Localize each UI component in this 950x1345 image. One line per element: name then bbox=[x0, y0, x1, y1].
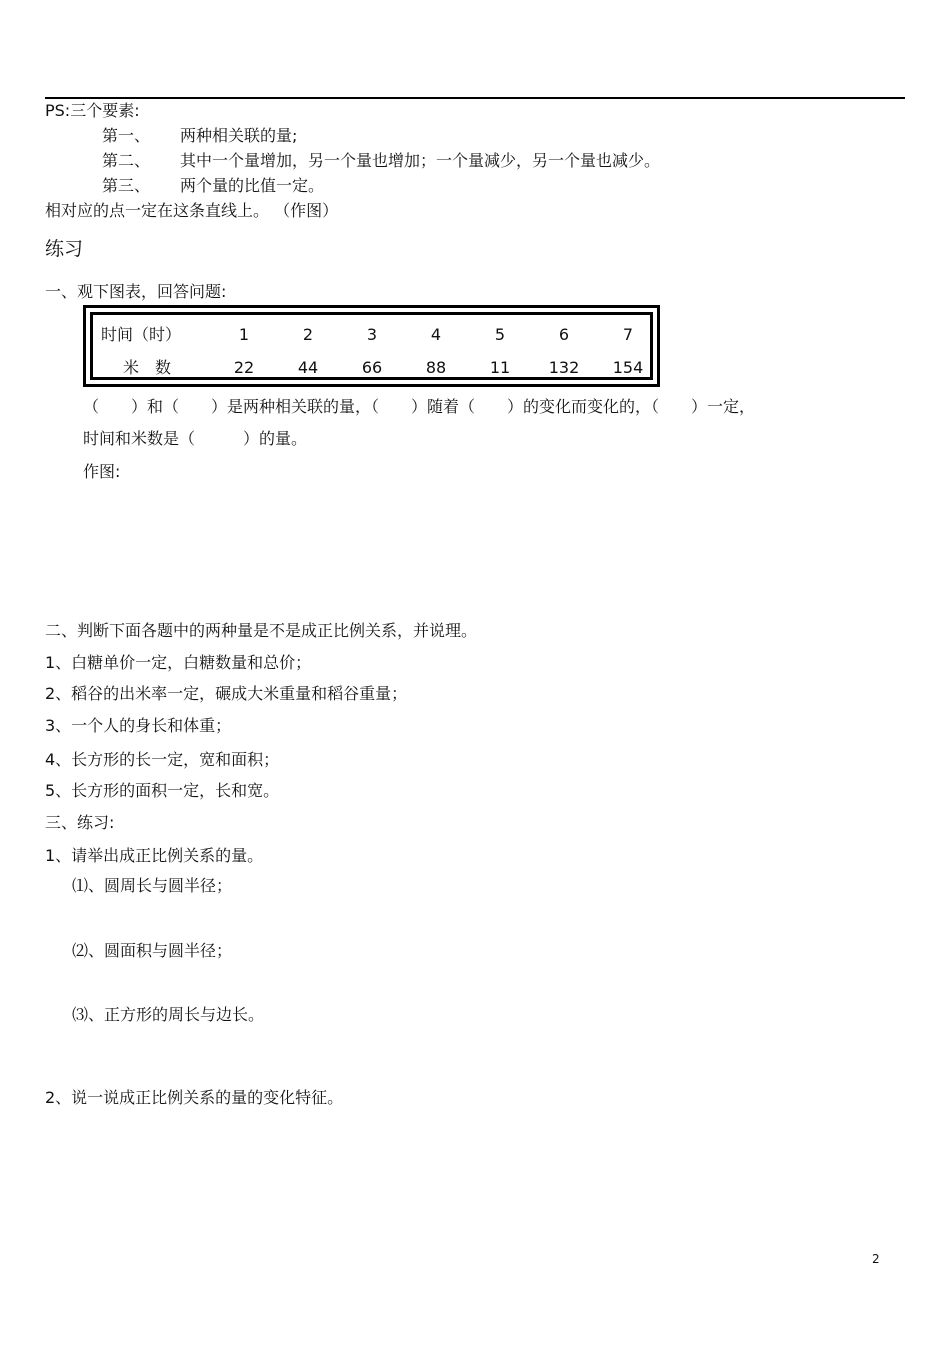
table-hour-cell: 6 bbox=[558, 325, 570, 344]
ps-item-1-num: 第一、 bbox=[102, 126, 151, 145]
q1-draw-label: 作图: bbox=[83, 462, 121, 481]
q2-title: 二、判断下面各题中的两种量是不是成正比例关系，并说理。 bbox=[45, 621, 478, 640]
q2-item: 4、长方形的长一定，宽和面积； bbox=[45, 750, 280, 769]
q2-item: 3、一个人的身长和体重； bbox=[45, 716, 232, 735]
table-meter-cell: 154 bbox=[612, 358, 644, 377]
table-meter-cell: 132 bbox=[548, 358, 580, 377]
q3-item-1: 1、请举出成正比例关系的量。 bbox=[45, 846, 264, 865]
q1-fill-line-1: （ ）和（ ）是两种相关联的量，（ ）随着（ ）的变化而变化的，（ ）一定， bbox=[83, 397, 756, 416]
table-hour-cell: 4 bbox=[430, 325, 442, 344]
table-meter-cell: 11 bbox=[489, 358, 511, 377]
table-meter-cell: 44 bbox=[297, 358, 319, 377]
ps-item-3-num: 第三、 bbox=[102, 176, 151, 195]
q1-title: 一、观下图表，回答问题: bbox=[45, 282, 227, 301]
ps-item-1-text: 两种相关联的量; bbox=[180, 126, 298, 145]
table-meter-cell: 66 bbox=[361, 358, 383, 377]
page-number: 2 bbox=[872, 1252, 880, 1266]
q3-sub-item: ⑵、圆面积与圆半径； bbox=[72, 941, 233, 960]
data-table bbox=[83, 305, 660, 387]
table-meter-cell: 88 bbox=[425, 358, 447, 377]
table-meter-cell: 22 bbox=[233, 358, 255, 377]
table-hour-cell: 2 bbox=[302, 325, 314, 344]
practice-heading: 练习 bbox=[45, 238, 84, 260]
q3-sub-item: ⑴、圆周长与圆半径； bbox=[72, 876, 233, 895]
table-hour-cell: 5 bbox=[494, 325, 506, 344]
ps-item-2-num: 第二、 bbox=[102, 151, 151, 170]
ps-line: 相对应的点一定在这条直线上。 （作图） bbox=[45, 201, 339, 220]
ps-item-2-text: 其中一个量增加，另一个量也增加；一个量减少，另一个量也减少。 bbox=[180, 151, 661, 170]
table-hour-cell: 7 bbox=[622, 325, 634, 344]
q2-item: 5、长方形的面积一定，长和宽。 bbox=[45, 781, 280, 800]
ps-title: PS:三个要素: bbox=[45, 101, 140, 120]
header-rule bbox=[45, 97, 905, 99]
q2-item: 1、白糖单价一定，白糖数量和总价； bbox=[45, 653, 312, 672]
table-row-label-time: 时间（时） bbox=[101, 325, 182, 344]
ps-item-3-text: 两个量的比值一定。 bbox=[180, 176, 325, 195]
table-row-label-meters: 米 数 bbox=[123, 358, 172, 377]
table-hour-cell: 1 bbox=[238, 325, 250, 344]
q1-fill-line-2: 时间和米数是（ ）的量。 bbox=[83, 429, 308, 448]
q3-sub-item: ⑶、正方形的周长与边长。 bbox=[72, 1005, 265, 1024]
q2-item: 2、稻谷的出米率一定，碾成大米重量和稻谷重量； bbox=[45, 684, 408, 703]
table-hour-cell: 3 bbox=[366, 325, 378, 344]
q3-title: 三、练习: bbox=[45, 813, 115, 832]
q3-item-2: 2、说一说成正比例关系的量的变化特征。 bbox=[45, 1088, 344, 1107]
